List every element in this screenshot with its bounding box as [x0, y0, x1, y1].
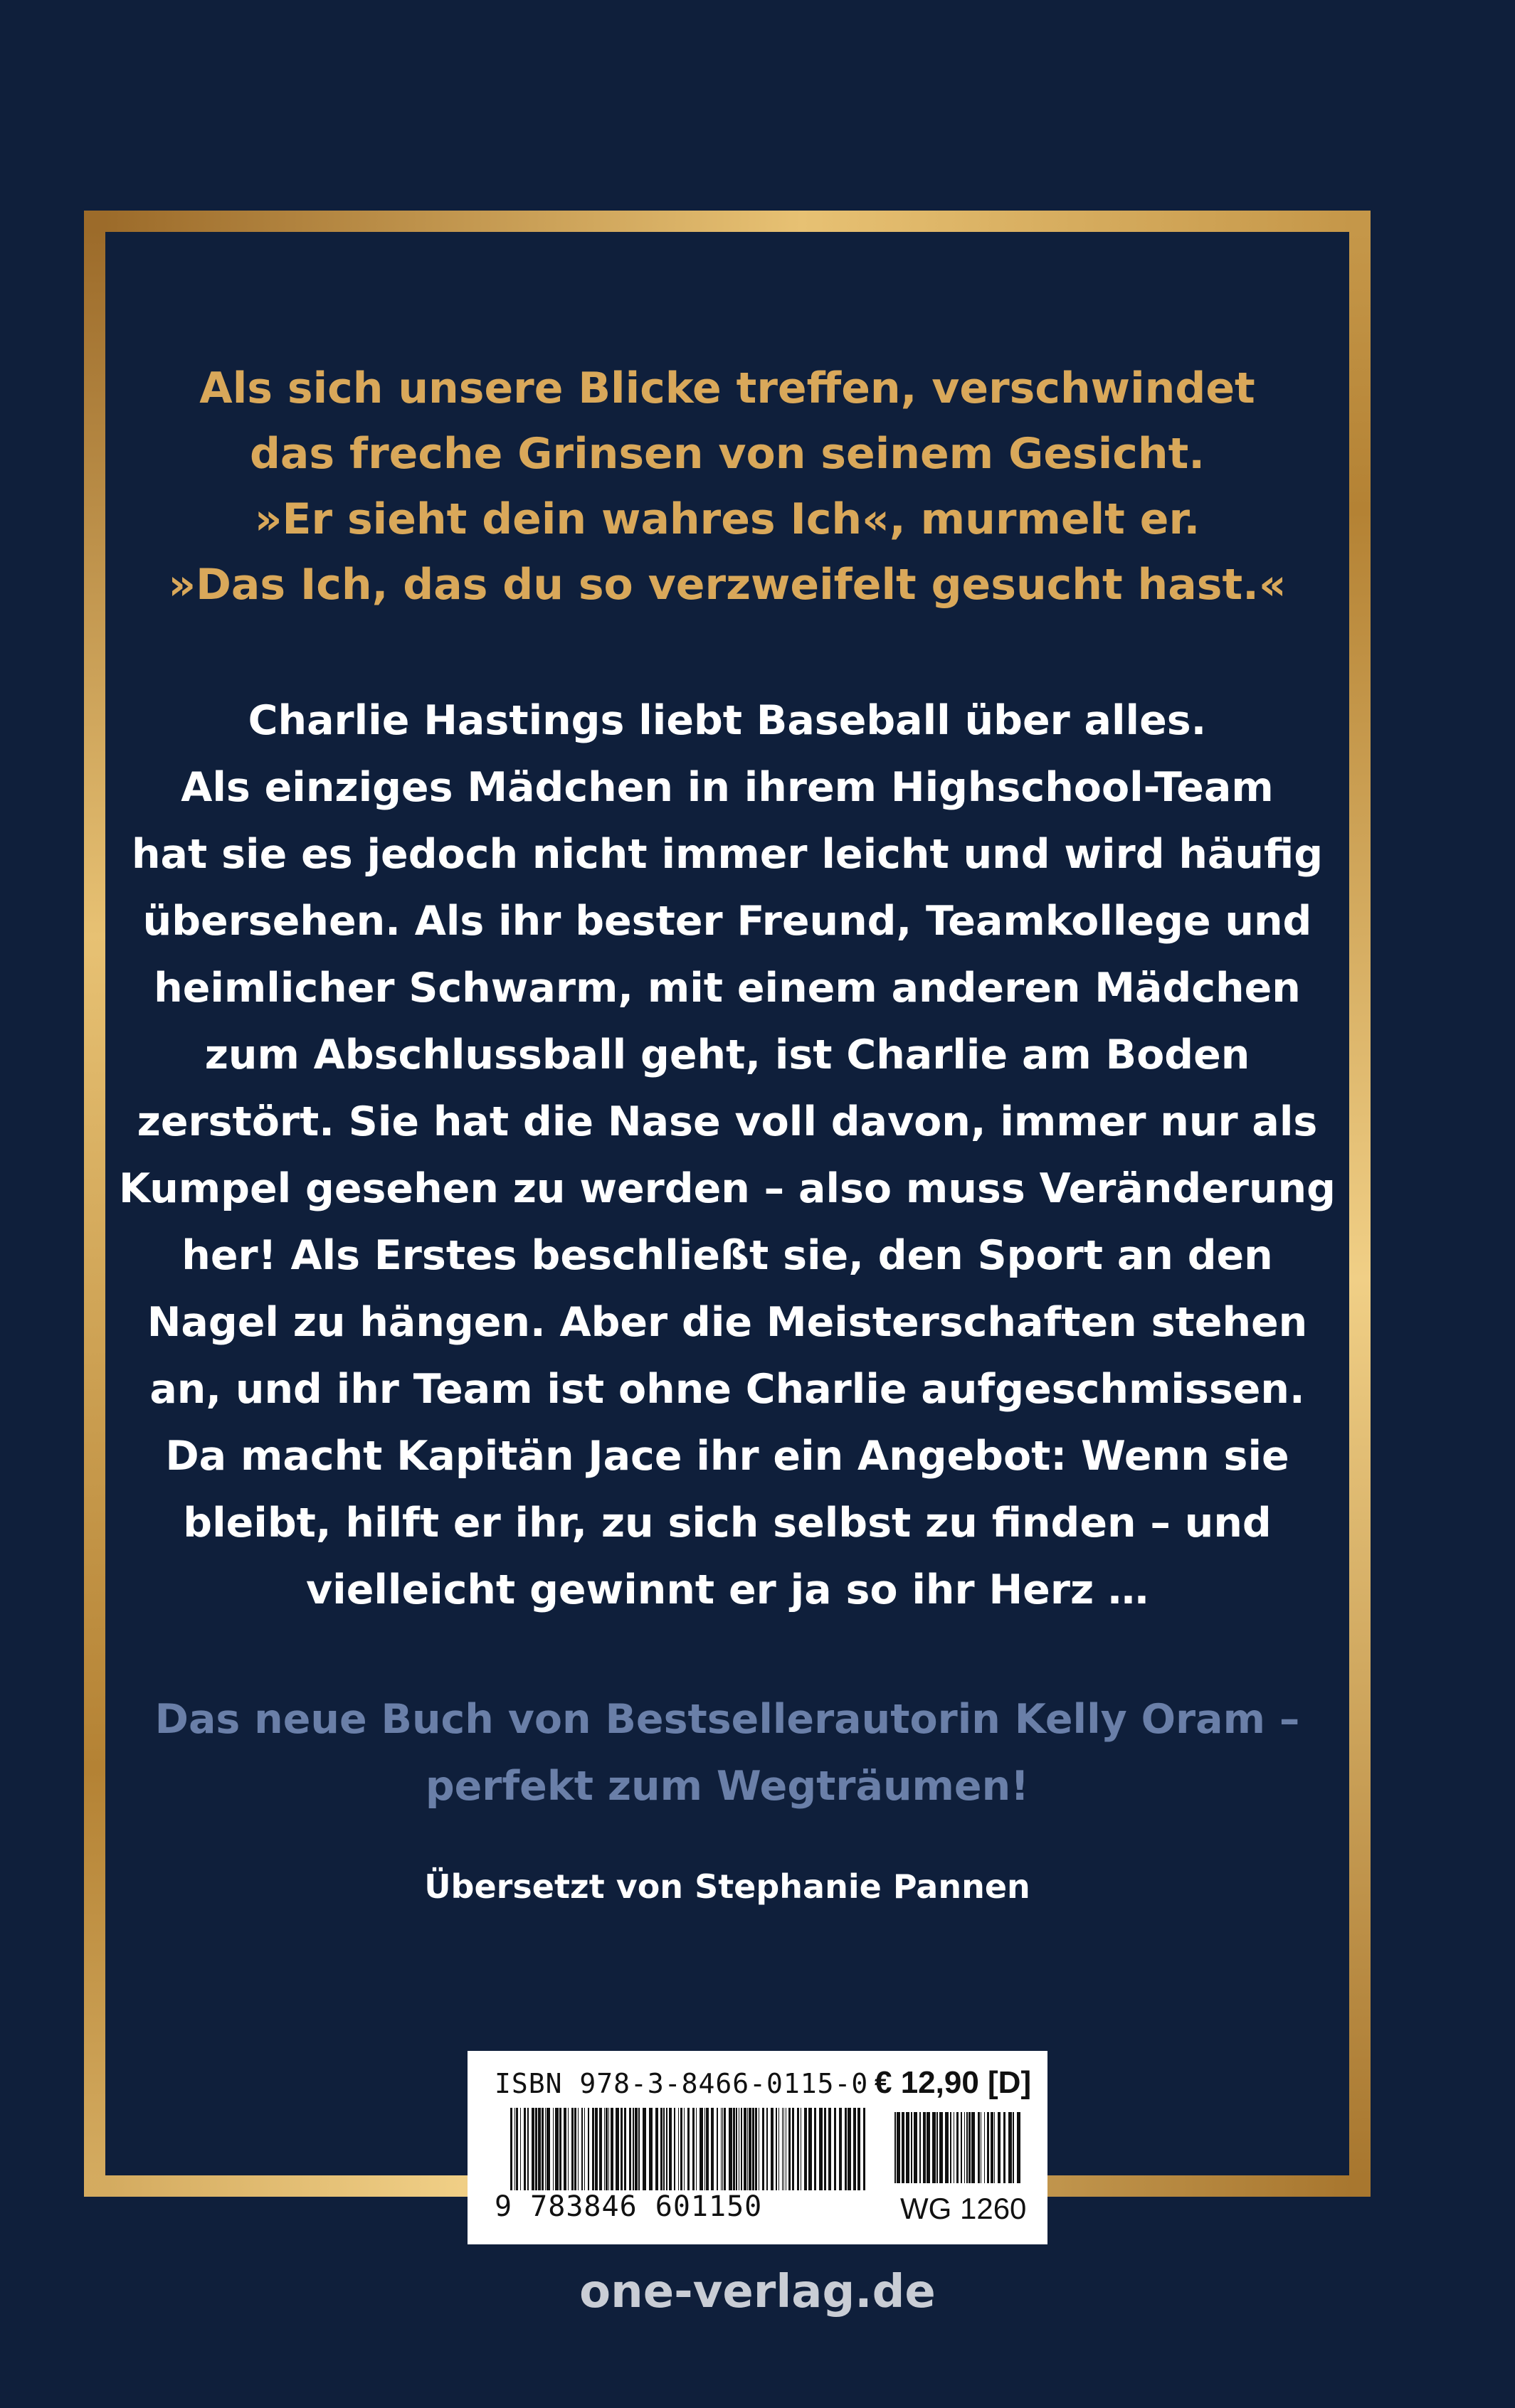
blurb-line: her! Als Erstes beschließt sie, den Sport an den	[181, 1232, 1273, 1279]
blurb-block	[84, 687, 1371, 1623]
blurb-line: zerstört. Sie hat die Nase voll davon, immer nur als	[137, 1098, 1318, 1145]
price-label: € 12,90 [D]	[875, 2065, 1032, 2100]
blurb-line: zum Abschlussball geht, ist Charlie am Boden	[204, 1031, 1250, 1078]
blurb-line: bleibt, hilft er ihr, zu sich selbst zu finden – und	[183, 1500, 1272, 1547]
blurb-line: heimlicher Schwarm, mit einem anderen Mädchen	[154, 965, 1301, 1012]
blurb-line: übersehen. Als ihr bester Freund, Teamkollege und	[142, 898, 1312, 945]
tagline-block	[84, 1686, 1371, 1820]
tagline-line: perfekt zum Wegträumen!	[425, 1763, 1030, 1810]
blurb-line: hat sie es jedoch nicht immer leicht und wird häufig	[131, 831, 1324, 878]
quote-block	[84, 356, 1371, 617]
barcode-icon	[510, 2108, 866, 2190]
barcode-digits: 9 783846 601150	[495, 2190, 763, 2223]
translator-credit: Übersetzt von Stephanie Pannen	[424, 1867, 1030, 1906]
barcode-addon-icon	[894, 2112, 1023, 2183]
blurb-line: Als einziges Mädchen in ihrem Highschool-Team	[181, 764, 1274, 811]
quote-line: Als sich unsere Blicke treffen, verschwindet	[199, 364, 1255, 413]
blurb-line: an, und ihr Team ist ohne Charlie aufgeschmissen.	[149, 1366, 1305, 1413]
tagline-line: Das neue Buch von Bestsellerautorin Kelly Oram –	[154, 1696, 1300, 1743]
blurb-line: Da macht Kapitän Jace ihr ein Angebot: Wenn sie	[165, 1433, 1289, 1480]
quote-line: »Er sieht dein wahres Ich«, murmelt er.	[254, 494, 1200, 544]
blurb-line: vielleicht gewinnt er ja so ihr Herz …	[306, 1566, 1149, 1613]
isbn-text: ISBN 978-3-8466-0115-0	[495, 2068, 869, 2099]
barcode-box	[468, 2051, 1047, 2244]
blurb-line: Kumpel gesehen zu werden – also muss Veränderung	[119, 1165, 1336, 1212]
quote-line: das freche Grinsen von seinem Gesicht.	[249, 429, 1205, 479]
blurb-line: Charlie Hastings liebt Baseball über alles.	[248, 697, 1207, 744]
quote-line: »Das Ich, das du so verzweifelt gesucht hast.«	[168, 560, 1287, 610]
publisher-website: one-verlag.de	[579, 2266, 936, 2318]
blurb-line: Nagel zu hängen. Aber die Meisterschaften stehen	[147, 1299, 1308, 1346]
wg-code: WG 1260	[900, 2192, 1027, 2225]
